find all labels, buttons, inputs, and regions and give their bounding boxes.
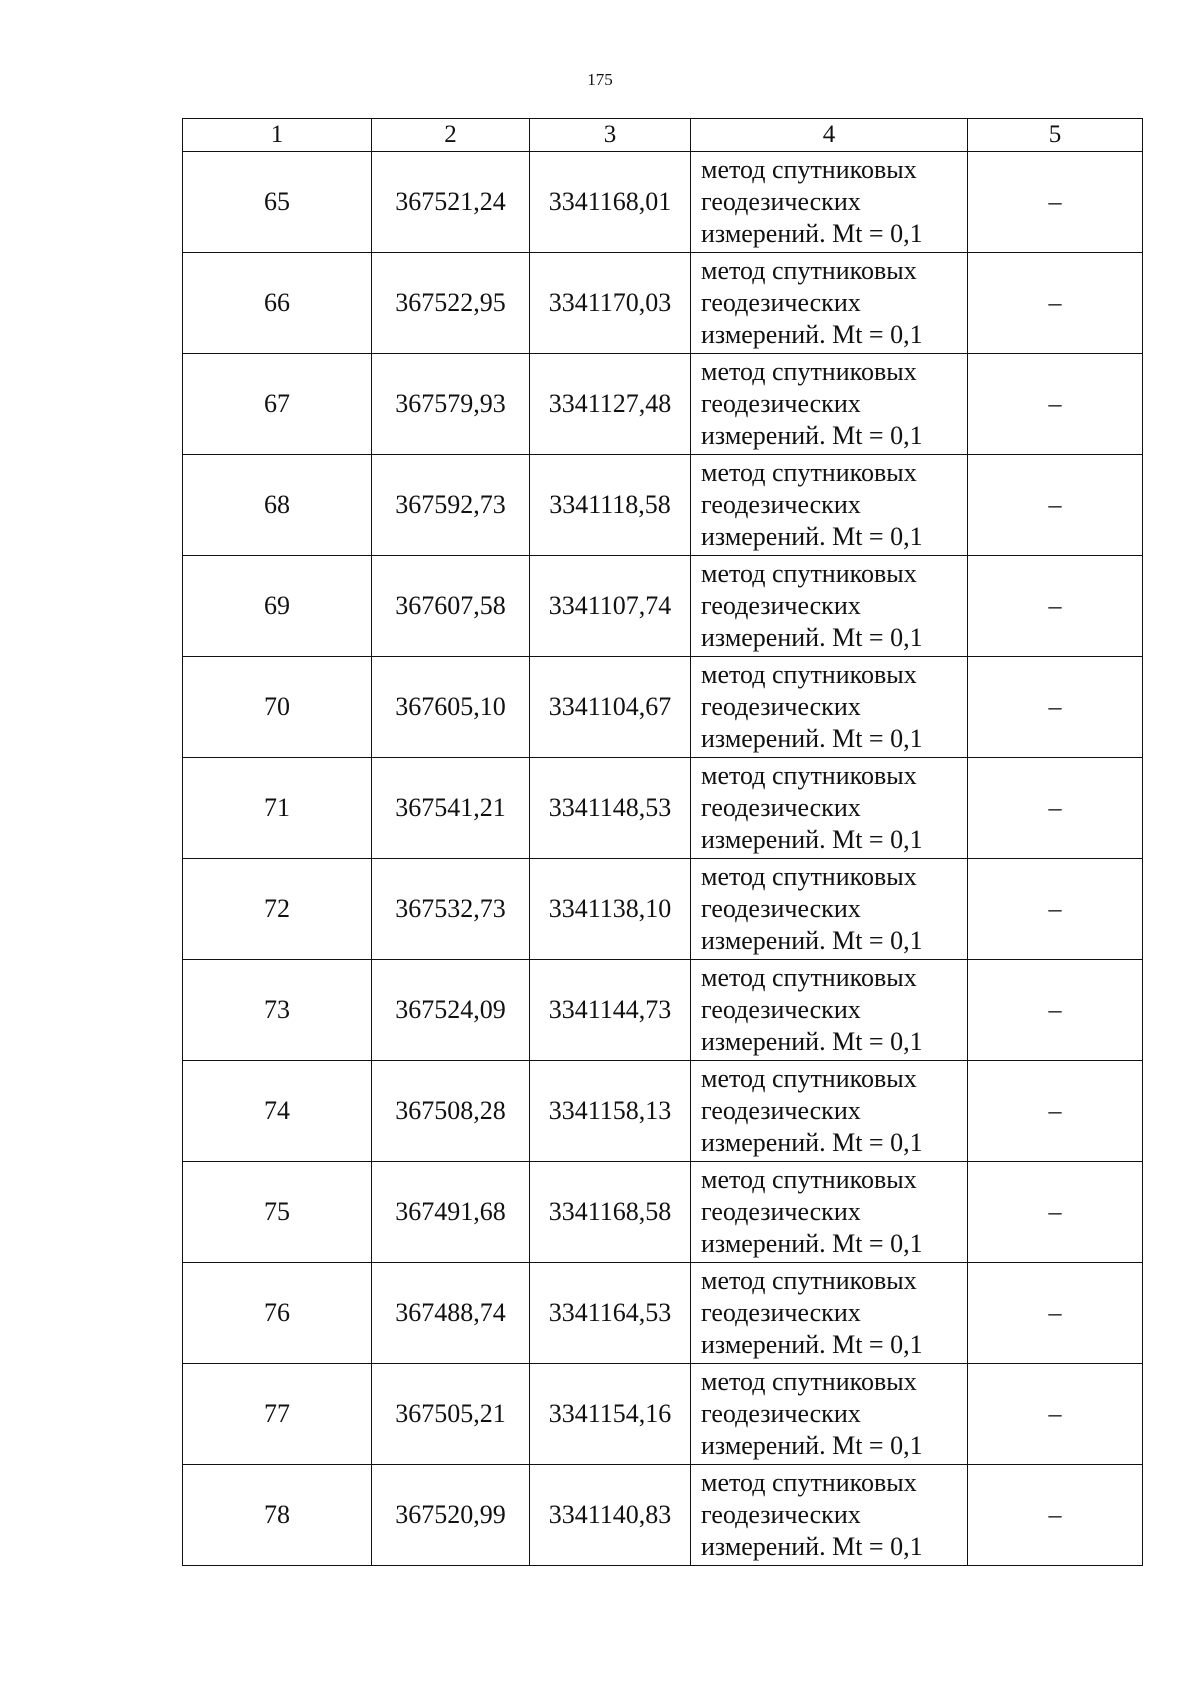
table-row xyxy=(183,152,1143,253)
note-cell: – xyxy=(968,1364,1143,1465)
coordinate-x-cell: 367541,21 xyxy=(372,758,530,859)
point-number-cell: 71 xyxy=(183,758,372,859)
note-cell: – xyxy=(968,960,1143,1061)
method-line: геодезических xyxy=(701,1500,861,1529)
method-line: измерений. Mt = 0,1 xyxy=(701,1128,923,1157)
method-line: геодезических xyxy=(701,995,861,1024)
coordinate-y-cell: 3341127,48 xyxy=(530,354,691,455)
method-line: измерений. Mt = 0,1 xyxy=(701,421,923,450)
point-number-cell: 65 xyxy=(183,152,372,253)
method-line: измерений. Mt = 0,1 xyxy=(701,1229,923,1258)
header-col-5: 5 xyxy=(968,119,1143,152)
table-row xyxy=(183,960,1143,1061)
point-number-cell: 73 xyxy=(183,960,372,1061)
method-cell xyxy=(691,152,968,253)
point-number-cell: 78 xyxy=(183,1465,372,1566)
method-cell xyxy=(691,859,968,960)
table-row xyxy=(183,758,1143,859)
point-number-cell: 74 xyxy=(183,1061,372,1162)
note-cell: – xyxy=(968,859,1143,960)
table-row xyxy=(183,1465,1143,1566)
method-line: измерений. Mt = 0,1 xyxy=(701,1330,923,1359)
table-header xyxy=(183,119,1143,152)
method-line: измерений. Mt = 0,1 xyxy=(701,1431,923,1460)
coordinate-x-cell: 367532,73 xyxy=(372,859,530,960)
method-line: измерений. Mt = 0,1 xyxy=(701,219,923,248)
method-line: измерений. Mt = 0,1 xyxy=(701,926,923,955)
method-line: геодезических xyxy=(701,692,861,721)
method-line: метод спутниковых xyxy=(701,1266,917,1295)
method-cell xyxy=(691,1263,968,1364)
coordinate-y-cell: 3341170,03 xyxy=(530,253,691,354)
method-line: измерений. Mt = 0,1 xyxy=(701,320,923,349)
table-row xyxy=(183,1263,1143,1364)
coordinate-x-cell: 367579,93 xyxy=(372,354,530,455)
method-line: измерений. Mt = 0,1 xyxy=(701,1532,923,1561)
method-line: метод спутниковых xyxy=(701,1367,917,1396)
coordinate-x-cell: 367505,21 xyxy=(372,1364,530,1465)
table-row xyxy=(183,455,1143,556)
note-cell: – xyxy=(968,657,1143,758)
note-cell: – xyxy=(968,354,1143,455)
method-line: геодезических xyxy=(701,288,861,317)
coordinate-x-cell: 367592,73 xyxy=(372,455,530,556)
coordinate-x-cell: 367522,95 xyxy=(372,253,530,354)
method-cell xyxy=(691,1061,968,1162)
method-line: метод спутниковых xyxy=(701,357,917,386)
method-cell xyxy=(691,1364,968,1465)
note-cell: – xyxy=(968,455,1143,556)
table-row xyxy=(183,354,1143,455)
note-cell: – xyxy=(968,1162,1143,1263)
coordinate-y-cell: 3341138,10 xyxy=(530,859,691,960)
point-number-cell: 66 xyxy=(183,253,372,354)
coordinate-x-cell: 367524,09 xyxy=(372,960,530,1061)
coordinate-y-cell: 3341140,83 xyxy=(530,1465,691,1566)
method-line: геодезических xyxy=(701,894,861,923)
coordinate-y-cell: 3341144,73 xyxy=(530,960,691,1061)
note-cell: – xyxy=(968,152,1143,253)
coordinate-x-cell: 367491,68 xyxy=(372,1162,530,1263)
method-cell xyxy=(691,556,968,657)
table-row xyxy=(183,1061,1143,1162)
header-col-2: 2 xyxy=(372,119,530,152)
method-line: измерений. Mt = 0,1 xyxy=(701,623,923,652)
table-row xyxy=(183,253,1143,354)
coordinate-x-cell: 367607,58 xyxy=(372,556,530,657)
method-line: метод спутниковых xyxy=(701,1468,917,1497)
method-line: метод спутниковых xyxy=(701,458,917,487)
method-cell xyxy=(691,960,968,1061)
page-number: 175 xyxy=(587,70,613,89)
method-line: метод спутниковых xyxy=(701,155,917,184)
table-body xyxy=(183,152,1143,1566)
note-cell: – xyxy=(968,1465,1143,1566)
method-line: метод спутниковых xyxy=(701,963,917,992)
point-number-cell: 68 xyxy=(183,455,372,556)
method-line: метод спутниковых xyxy=(701,1165,917,1194)
table-row xyxy=(183,1162,1143,1263)
point-number-cell: 77 xyxy=(183,1364,372,1465)
point-number-cell: 72 xyxy=(183,859,372,960)
method-line: измерений. Mt = 0,1 xyxy=(701,1027,923,1056)
method-cell xyxy=(691,657,968,758)
method-cell xyxy=(691,354,968,455)
method-line: измерений. Mt = 0,1 xyxy=(701,825,923,854)
coordinate-y-cell: 3341158,13 xyxy=(530,1061,691,1162)
coordinate-x-cell: 367508,28 xyxy=(372,1061,530,1162)
table-row xyxy=(183,657,1143,758)
note-cell: – xyxy=(968,1263,1143,1364)
method-line: геодезических xyxy=(701,490,861,519)
method-cell xyxy=(691,455,968,556)
header-col-4: 4 xyxy=(691,119,968,152)
method-line: метод спутниковых xyxy=(701,862,917,891)
method-line: геодезических xyxy=(701,1399,861,1428)
coordinate-x-cell: 367605,10 xyxy=(372,657,530,758)
header-row xyxy=(183,119,1143,152)
method-line: геодезических xyxy=(701,591,861,620)
coordinate-x-cell: 367488,74 xyxy=(372,1263,530,1364)
coordinate-y-cell: 3341148,53 xyxy=(530,758,691,859)
method-line: метод спутниковых xyxy=(701,1064,917,1093)
method-cell xyxy=(691,1162,968,1263)
coordinate-y-cell: 3341168,58 xyxy=(530,1162,691,1263)
table-row xyxy=(183,859,1143,960)
method-line: геодезических xyxy=(701,389,861,418)
method-cell xyxy=(691,758,968,859)
coordinate-y-cell: 3341164,53 xyxy=(530,1263,691,1364)
note-cell: – xyxy=(968,758,1143,859)
header-col-1: 1 xyxy=(183,119,372,152)
note-cell: – xyxy=(968,253,1143,354)
table-row xyxy=(183,1364,1143,1465)
note-cell: – xyxy=(968,1061,1143,1162)
table-row xyxy=(183,556,1143,657)
method-line: геодезических xyxy=(701,1298,861,1327)
method-line: геодезических xyxy=(701,1096,861,1125)
coordinate-y-cell: 3341154,16 xyxy=(530,1364,691,1465)
method-line: метод спутниковых xyxy=(701,660,917,689)
method-line: метод спутниковых xyxy=(701,256,917,285)
method-line: метод спутниковых xyxy=(701,761,917,790)
point-number-cell: 67 xyxy=(183,354,372,455)
point-number-cell: 75 xyxy=(183,1162,372,1263)
header-col-3: 3 xyxy=(530,119,691,152)
method-line: геодезических xyxy=(701,187,861,216)
note-cell: – xyxy=(968,556,1143,657)
method-line: геодезических xyxy=(701,793,861,822)
method-line: геодезических xyxy=(701,1197,861,1226)
coordinate-y-cell: 3341104,67 xyxy=(530,657,691,758)
method-cell xyxy=(691,1465,968,1566)
method-line: измерений. Mt = 0,1 xyxy=(701,724,923,753)
method-line: метод спутниковых xyxy=(701,559,917,588)
method-line: измерений. Mt = 0,1 xyxy=(701,522,923,551)
method-cell xyxy=(691,253,968,354)
coordinates-table xyxy=(182,118,1143,1566)
point-number-cell: 70 xyxy=(183,657,372,758)
coordinate-y-cell: 3341107,74 xyxy=(530,556,691,657)
coordinate-x-cell: 367520,99 xyxy=(372,1465,530,1566)
coordinate-y-cell: 3341118,58 xyxy=(530,455,691,556)
coordinate-x-cell: 367521,24 xyxy=(372,152,530,253)
point-number-cell: 69 xyxy=(183,556,372,657)
coordinate-y-cell: 3341168,01 xyxy=(530,152,691,253)
point-number-cell: 76 xyxy=(183,1263,372,1364)
